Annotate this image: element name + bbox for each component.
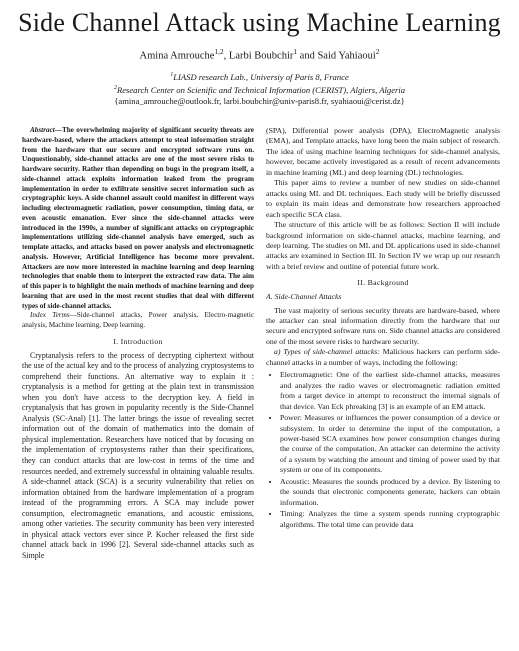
abstract-label: Abstract — [30, 126, 55, 134]
affiliations — [0, 70, 519, 107]
index-terms-text: —Side-channel attacks, Power analysis, Electro-magnetic analysis, Machine learning, Deep learning. — [22, 311, 255, 329]
list-item-timing: • Timing: Analyzes the time a system spends running cryptographic algorithms. The total time can provide data — [280, 509, 500, 530]
list-item-acoustic: • Acoustic: Measures the sounds produced by a device. By listening to the sounds that electronic components generate, hackers can obtain information. — [280, 477, 500, 508]
index-terms-label: Index Terms — [30, 311, 70, 320]
author-1-affil: 1,2 — [214, 47, 224, 56]
abstract-text: —The overwhelming majority of significant security threats are hardware-based, where the attackers attempt to steal information straight from the hardware that our secure and encrypted software runs on. Unquestionably, side-channel attacks are one of the most severe risks to hardware security. Rather than depending on bugs in the program itself, a side-channel attack exploits information leaked from the program implementation in order to exfiltrate sensitive secret information such as cryptographic keys. A side channel assault could manifest in different ways including electromagnetic radiation, power consumption, timing data, or even acoustic emanation. Ever since the side-channel attacks were introduced in the 1990s, a number of significant attacks on cryptographic implementations utilizing side-channel analysis have emerged, such as template attacks, and attacks based on power analysis and electromagnetic analysis. However, Artificial Intelligence has become more prevalent. Attackers are now more interested in machine learning and deep learning technologies that enable them to interpret the extracted raw data. The aim of this paper is to highlight the main methods of machine learning and deep learning that are used in the most recent studies that deal with different types of side-channel attacks. — [22, 126, 254, 310]
affiliation-2: $^2$Research Center on Scienific and Technical Information (CERIST), Algiers, Algeria — [113, 84, 406, 95]
section-heading-introduction: I. Introduction — [113, 336, 163, 346]
intro-paragraph-3: The structure of this article will be as follows: Section II will include background information on side-channel attacks, machine learning, and deep learning. The studies on ML and DL applications used in side-channel attacks are examined in Section III. In Section IV we wrap up our research with a brief review and outline of potential future work. — [266, 220, 500, 271]
author-2: , Larbi Boubchir — [223, 50, 294, 62]
index-terms — [22, 311, 254, 331]
author-emails: {amina_amrouche@outlook.fr, larbi.boubchir@univ-paris8.fr, syahiaoui@cerist.dz} — [114, 95, 405, 106]
paper-title: Side Channel Attack using Machine Learning — [18, 8, 501, 37]
author-2-affil: 1 — [293, 47, 298, 56]
author-3: and Said Yahiaoui — [297, 50, 376, 62]
intro-paragraph: Cryptanalysis refers to the process of decrypting ciphertext without the use of the actual key and to the process of analyzing cryptosystems to comprehend their functions. An alternative way to explain it : cryptanalysis is a method for getting at the plain text in transmission when you don't have access to the decryption key. A field in cryptanalysis that has grown in popularity recently is the Side-Channel Analysis (SC-Anal) [1]. The latter brings the issue of revealing secret information out of the domain of mathematics into the domain of physical implementation. Researchers have noticed that by focusing on the implementation of cryptosystems rather than their specifications, they can conduct attacks that are low-cost in terms of the time and resources needed, and extremely successful in obtaining valuable results. A side-channel attack (SCA) is a security vulnerability that relies on information obtained from the hardware implementation of a program instead of the programming errors. A SCA may include power consumption, electromagnetic emanations, and acoustic emissions, among other varieties. The security community has been very interested in physical attack vectors ever since P. Kocher released the first side channel attack back in 1996 [2]. Several side-channel attacks such as Simple — [22, 350, 254, 560]
author-list — [0, 47, 519, 62]
author-1: Amina Amrouche — [139, 50, 215, 62]
intro-paragraph-2: This paper aims to review a number of new studies on side-channel attacks using ML and DL techniques. Each study will be briefly discussed to explain its main ideas and demonstrate how researchers approached each specific SCA class. — [266, 178, 500, 219]
types-paragraph-heading: a) Types of side-channel attacks: — [274, 347, 380, 357]
section-heading-background: II. Background — [357, 278, 409, 288]
abstract — [22, 126, 254, 311]
background-paragraph: The vast majority of serious security threats are hardware-based, where the attacker can steal information directly from the hardware that our secure and encrypted software runs on. Side channel attacks are considered one of the most severe risks to hardware security. — [266, 305, 500, 346]
attack-type-list — [266, 370, 500, 530]
list-item-power: • Power: Measures or influences the power consumption of a device or subsystem. In order to determine the input of the computation, a power-based SCA examines how power consumption changes during the course of the computation. An attacker can determine the activity of a system by watching the amount and timing of power used by that system or one of its components. — [280, 413, 500, 476]
affiliation-1: $^1$LIASD research Lab., Universiy of Paris 8, France — [170, 71, 349, 82]
subsection-heading-side-channel: A. Side-Channel Attacks — [266, 292, 342, 302]
left-column — [22, 126, 254, 561]
types-paragraph: a) Types of side-channel attacks: Malicious hackers can perform side-channel attacks in a number of ways, including the following: — [266, 347, 500, 367]
right-column — [266, 126, 500, 531]
list-item-electromagnetic: • Electromagnetic: One of the earliest side-channel attacks, measures and analyzes the radio waves or electromagnetic radiation emitted from a target device in attempt to reconstruct the internal signals of that device. Van Eck phreaking [3] is an example of an EM attack. — [280, 370, 500, 412]
author-3-affil: 2 — [375, 47, 380, 56]
intro-paragraph-continued: (SPA), Differential power analysis (DPA), ElectroMagnetic analysis (EMA), and Template attacks, have long been the main subject of research. The idea of using machine learning techniques for side-channel analysis, however, became actively investigated as a result of recent advancements in machine learning (ML) and deep learning (DL) technologies. — [266, 126, 500, 177]
